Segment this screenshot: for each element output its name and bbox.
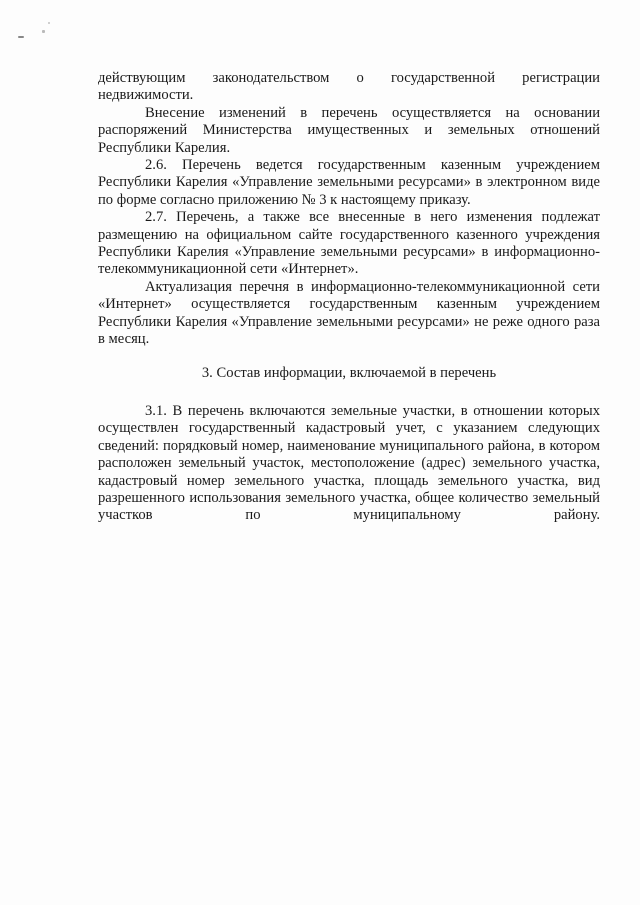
paragraph-actualization: Актуализация перечня в информационно-телекоммуникационной сети «Интернет» осуществляется государственным казенным учреждением Республики Карелия «Управление земельными ресурсами» не реже одного раза в месяц. (98, 278, 600, 348)
section-heading: 3. Состав информации, включаемой в перечень (201, 365, 497, 381)
paragraph-amendments: Внесение изменений в перечень осуществляется на основании распоряжений Министерства имущественных и земельных отношений Республики Карелия. (98, 104, 600, 156)
paragraph-continuation: действующим законодательством о государственной регистрации недвижимости. (98, 70, 600, 104)
paragraph-3-1: 3.1. В перечень включаются земельные участки, в отношении которых осуществлен государственный кадастровый учет, с указанием следующих сведений: порядковый номер, наименование муниципального района, в котором расположен земельный участок, местоположение (адрес) земельного участка, кадастровый номер земельного участка, площадь земельного участка, вид разрешенного использования земельного участка, общее количество земельный участков по муниципальному району. (98, 403, 600, 524)
paragraph-2-7: 2.7. Перечень, а также все внесенные в него изменения подлежат размещению на официальном сайте государственного казенного учреждения Республики Карелия «Управление земельными ресурсами» в информационно-телекоммуникационной сети «Интернет». (98, 209, 600, 278)
paragraph-2-6: 2.6. Перечень ведется государственным казенным учреждением Республики Карелия «Управление земельными ресурсами» в электронном виде по форме согласно приложению № 3 к настоящему приказу. (98, 157, 600, 208)
scan-speck (42, 30, 45, 33)
lower-text-block (98, 403, 600, 525)
upper-text-block (98, 70, 600, 349)
scan-speck (18, 36, 24, 38)
scan-speck (48, 22, 50, 24)
